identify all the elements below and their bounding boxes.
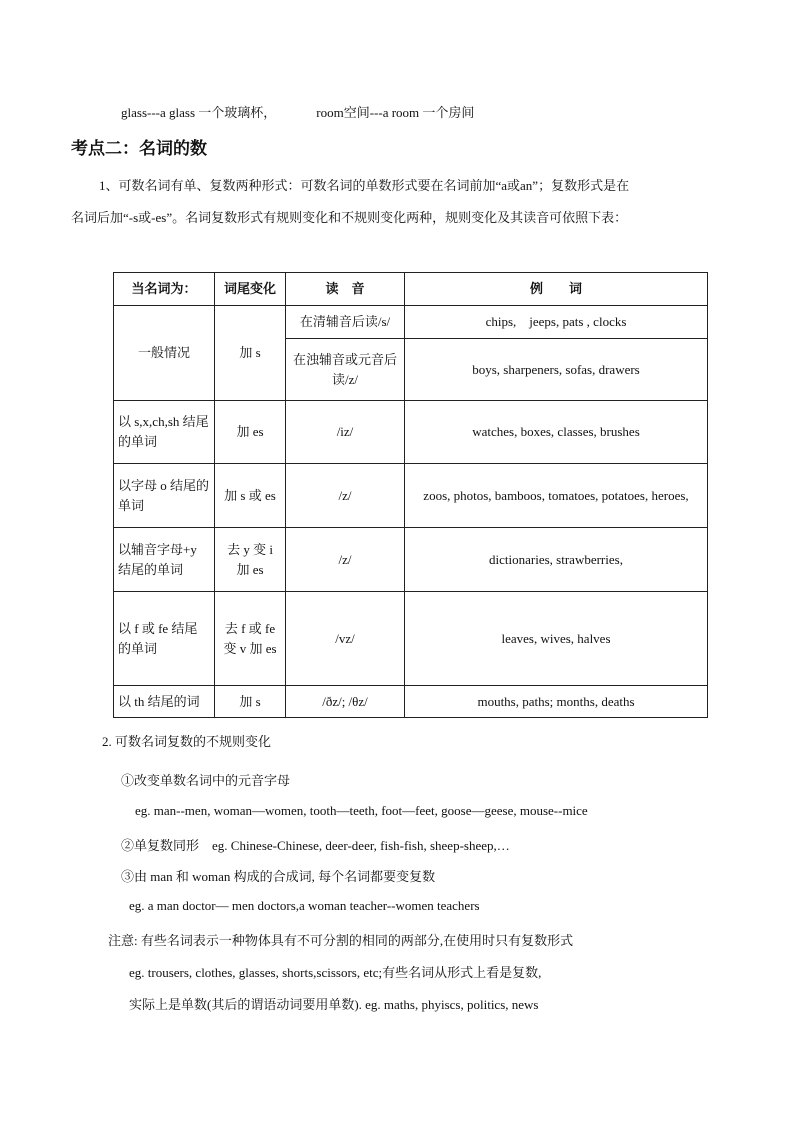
section-2-title: 2. 可数名词复数的不规则变化 bbox=[102, 734, 272, 749]
cell-case: 以字母 o 结尾的单词 bbox=[114, 464, 215, 528]
cell-change: 加 es bbox=[215, 401, 286, 464]
cell-sound: /vz/ bbox=[286, 592, 405, 686]
note-example-2: 实际上是单数(其后的谓语动词要用单数). eg. maths, phyiscs, politics, news bbox=[129, 997, 539, 1012]
table-header-row bbox=[114, 273, 708, 306]
section-heading: 考点二：名词的数 bbox=[71, 139, 207, 159]
cell-sound: /z/ bbox=[286, 464, 405, 528]
table-row bbox=[114, 528, 708, 592]
cell-examples: dictionaries, strawberries, bbox=[405, 528, 708, 592]
rule-item-1-example: eg. man--men, woman—women, tooth—teeth, foot—feet, goose—geese, mouse--mice bbox=[135, 803, 588, 818]
example-line bbox=[121, 102, 474, 121]
cell-examples: watches, boxes, classes, brushes bbox=[405, 401, 708, 464]
cell-examples: leaves, wives, halves bbox=[405, 592, 708, 686]
rule-item-2: ②单复数同形 eg. Chinese-Chinese, deer-deer, fish-fish, sheep-sheep,… bbox=[121, 838, 510, 853]
cell-sound: 在清辅音后读/s/ bbox=[286, 306, 405, 339]
table-row bbox=[114, 306, 708, 339]
cell-case: 以 th 结尾的词 bbox=[114, 686, 215, 718]
table-row bbox=[114, 464, 708, 528]
rule-item-3-example: eg. a man doctor— men doctors,a woman teacher--women teachers bbox=[129, 898, 480, 913]
cell-sound: 在浊辅音或元音后读/z/ bbox=[286, 339, 405, 401]
table-row bbox=[114, 401, 708, 464]
note-example: eg. trousers, clothes, glasses, shorts,scissors, etc;有些名词从形式上看是复数, bbox=[129, 965, 542, 980]
room-example: room空间---a room 一个房间 bbox=[316, 105, 475, 120]
glass-example: glass---a glass 一个玻璃杯， bbox=[121, 105, 277, 120]
cell-change: 加 s bbox=[215, 306, 286, 401]
header-change: 词尾变化 bbox=[215, 273, 286, 306]
table-row bbox=[114, 592, 708, 686]
cell-change: 去 f 或 fe 变 v 加 es bbox=[215, 592, 286, 686]
header-case: 当名词为： bbox=[114, 273, 215, 306]
cell-change: 去 y 变 i 加 es bbox=[215, 528, 286, 592]
cell-case: 以 f 或 fe 结尾的单词 bbox=[114, 592, 215, 686]
plural-rules-table bbox=[113, 272, 708, 718]
cell-examples: chips, jeeps, pats , clocks bbox=[405, 306, 708, 339]
paragraph-1: 1、可数名词有单、复数两种形式：可数名词的单数形式要在名词前加“a或an”；复数形式是在名词后加“-s或-es”。名词复数形式有规则变化和不规则变化两种，规则变化及其读音可依照下表： bbox=[71, 178, 630, 225]
rule-item-1: ①改变单数名词中的元音字母 bbox=[121, 773, 291, 788]
cell-case: 一般情况 bbox=[114, 306, 215, 401]
cell-sound: /z/ bbox=[286, 528, 405, 592]
header-sound: 读 音 bbox=[286, 273, 405, 306]
cell-change: 加 s bbox=[215, 686, 286, 718]
rule-item-3: ③由 man 和 woman 构成的合成词, 每个名词都要变复数 bbox=[121, 869, 436, 884]
cell-case: 以辅音字母+y 结尾的单词 bbox=[114, 528, 215, 592]
cell-case: 以 s,x,ch,sh 结尾的单词 bbox=[114, 401, 215, 464]
cell-change: 加 s 或 es bbox=[215, 464, 286, 528]
cell-examples: zoos, photos, bamboos, tomatoes, potatoes, heroes, bbox=[405, 464, 708, 528]
cell-sound: /ðz/; /θz/ bbox=[286, 686, 405, 718]
header-examples: 例 词 bbox=[405, 273, 708, 306]
cell-examples: boys, sharpeners, sofas, drawers bbox=[405, 339, 708, 401]
cell-examples: mouths, paths; months, deaths bbox=[405, 686, 708, 718]
note-line: 注意: 有些名词表示一种物体具有不可分割的相同的两部分,在使用时只有复数形式 bbox=[108, 933, 574, 948]
cell-sound: /iz/ bbox=[286, 401, 405, 464]
table-row bbox=[114, 686, 708, 718]
